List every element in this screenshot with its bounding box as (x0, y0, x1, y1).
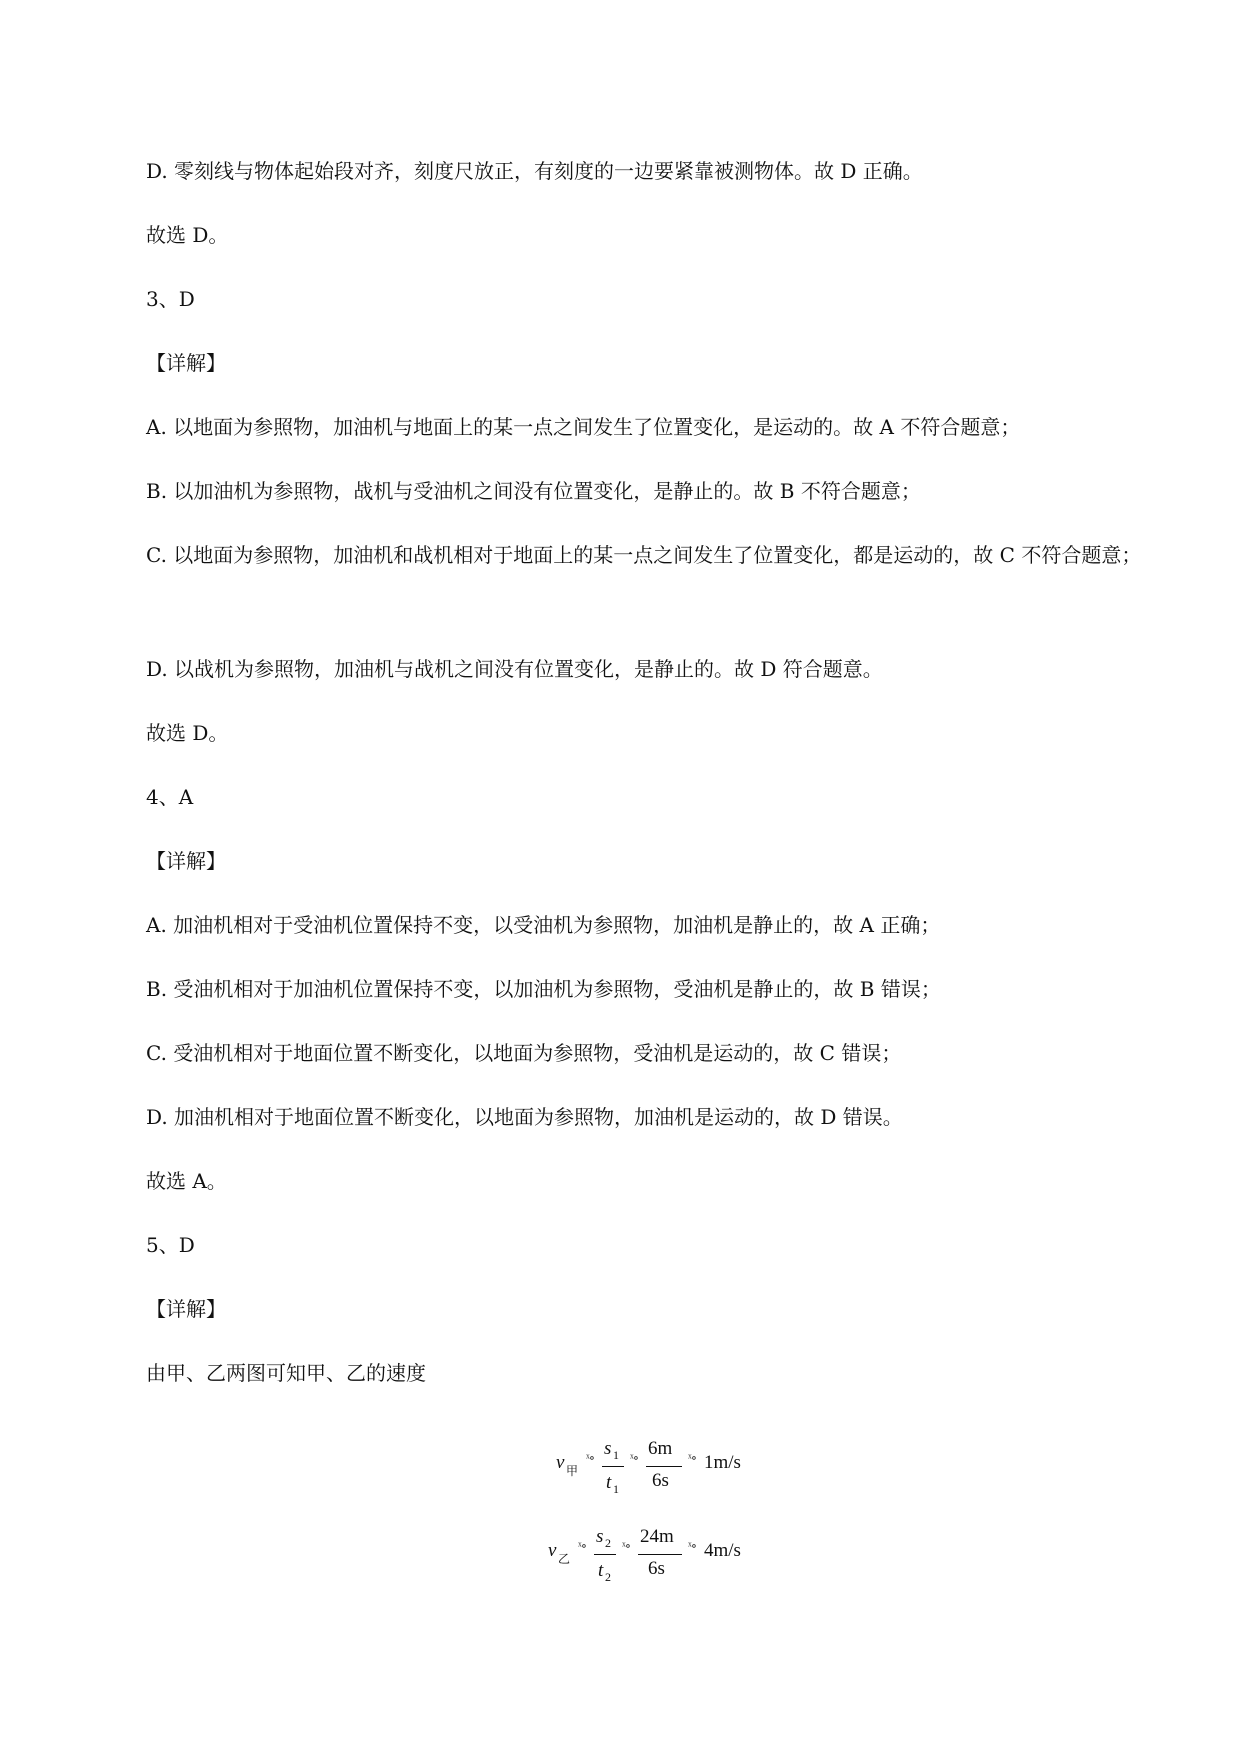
equals-mark: ˣ∘ (630, 1450, 639, 1465)
velocity-symbol: v (556, 1452, 565, 1473)
fraction-bar (638, 1554, 682, 1555)
numerator-s: s (604, 1438, 612, 1459)
equals-mark: ˣ∘ (586, 1450, 595, 1465)
numerator-value: 24m (640, 1526, 674, 1547)
text-line-1: D. 零刻线与物体起始段对齐，刻度尺放正，有刻度的一边要紧靠被测物体。故 D 正确。 (146, 159, 923, 183)
denominator-t: t (606, 1472, 612, 1493)
denominator-t-sub: 2 (605, 1570, 611, 1584)
equals-mark: ˣ∘ (622, 1538, 631, 1553)
text-line-4b: B. 受油机相对于加油机位置保持不变，以加油机为参照物，受油机是静止的，故 B 错误； (146, 977, 941, 1001)
text-line-5a: 由甲、乙两图可知甲、乙的速度 (146, 1361, 426, 1385)
text-line-3c: C. 以地面为参照物，加油机和战机相对于地面上的某一点之间发生了位置变化，都是运动的，故 C 不符合题意； (146, 543, 1142, 567)
result-value: 4m/s (704, 1540, 741, 1561)
numerator-s-sub: 1 (613, 1448, 619, 1462)
equals-mark: ˣ∘ (688, 1450, 697, 1465)
fraction-bar (602, 1466, 624, 1467)
text-line-3d: D. 以战机为参照物，加油机与战机之间没有位置变化，是静止的。故 D 符合题意。 (146, 657, 883, 681)
equals-mark: ˣ∘ (688, 1538, 697, 1553)
numerator-value: 6m (648, 1438, 673, 1459)
text-line-4-choice: 故选 A。 (146, 1169, 227, 1193)
equals-mark: ˣ∘ (578, 1538, 587, 1553)
formula-velocity-jia (556, 1430, 756, 1500)
denominator-t: t (598, 1560, 604, 1581)
numerator-s: s (596, 1526, 604, 1547)
velocity-subscript: 乙 (558, 1552, 571, 1566)
text-line-4a: A. 加油机相对于受油机位置保持不变，以受油机为参照物，加油机是静止的，故 A 正确； (146, 913, 941, 937)
result-value: 1m/s (704, 1452, 741, 1473)
text-line-3a: A. 以地面为参照物，加油机与地面上的某一点之间发生了位置变化，是运动的。故 A 不符合题意； (146, 415, 1021, 439)
detail-heading-4: 【详解】 (146, 849, 226, 873)
answer-3-heading: 3、D (146, 287, 195, 311)
answer-4-heading: 4、A (146, 785, 194, 809)
text-line-4d: D. 加油机相对于地面位置不断变化，以地面为参照物，加油机是运动的，故 D 错误。 (146, 1105, 903, 1129)
fraction-bar (594, 1554, 616, 1555)
text-line-3-choice: 故选 D。 (146, 721, 229, 745)
formula-velocity-yi (548, 1518, 768, 1588)
denominator-t-sub: 1 (613, 1482, 619, 1496)
answer-5-heading: 5、D (146, 1233, 195, 1257)
numerator-s-sub: 2 (605, 1536, 611, 1550)
text-line-2: 故选 D。 (146, 223, 229, 247)
velocity-symbol: v (548, 1540, 557, 1561)
text-line-4c: C. 受油机相对于地面位置不断变化，以地面为参照物，受油机是运动的，故 C 错误； (146, 1041, 902, 1065)
detail-heading-5: 【详解】 (146, 1297, 226, 1321)
velocity-subscript: 甲 (566, 1464, 579, 1478)
denominator-value: 6s (652, 1470, 669, 1491)
detail-heading-3: 【详解】 (146, 351, 226, 375)
fraction-bar (646, 1466, 682, 1467)
denominator-value: 6s (648, 1558, 665, 1579)
text-line-3b: B. 以加油机为参照物，战机与受油机之间没有位置变化，是静止的。故 B 不符合题意； (146, 479, 921, 503)
